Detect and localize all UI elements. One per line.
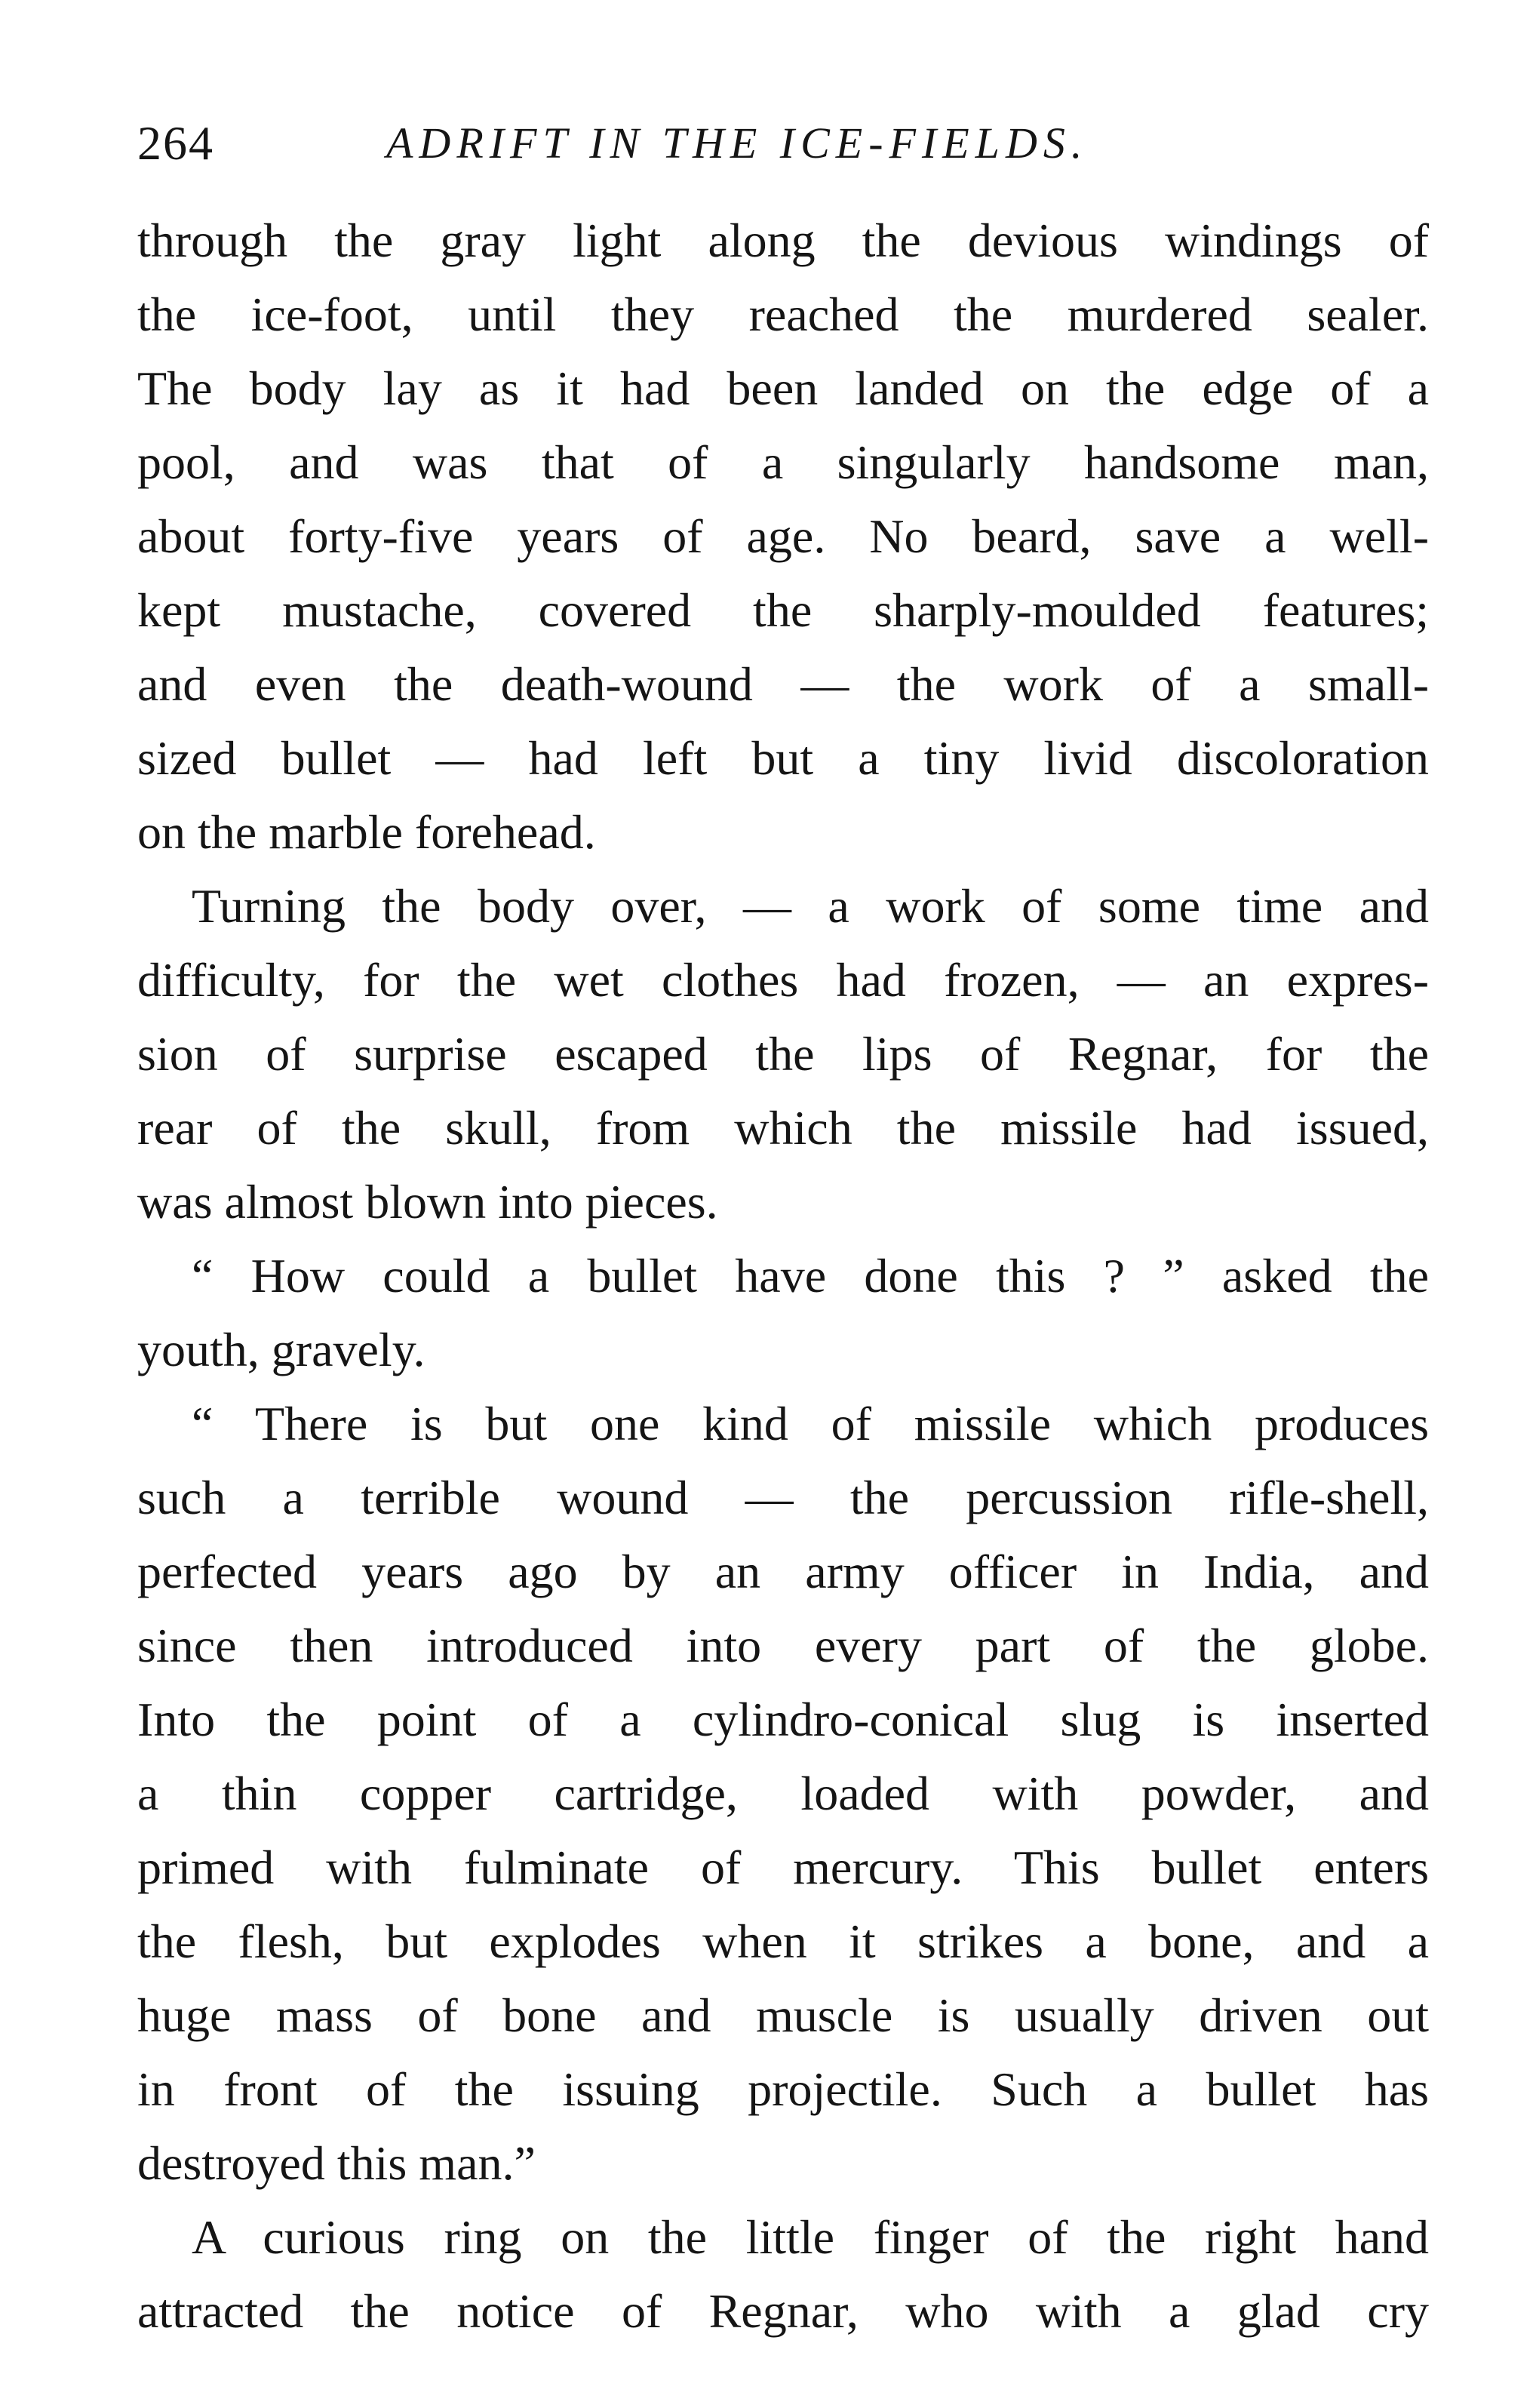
paragraph-start-line: “ There is but one kind of missile which produces <box>192 1397 1429 1450</box>
text-line: youth, gravely. <box>137 1323 425 1376</box>
text-line: through the gray light along the devious windings of <box>137 214 1429 267</box>
text-line: since then introduced into every part of the globe. <box>137 1619 1429 1672</box>
text-line: perfected years ago by an army officer in India, and <box>137 1545 1429 1598</box>
paragraph-start-line: Turning the body over, — a work of some time and <box>192 879 1429 933</box>
text-line: rear of the skull, from which the missile had issued, <box>137 1101 1429 1155</box>
text-line: attracted the notice of Regnar, who with a glad cry <box>137 2284 1429 2338</box>
text-line: in front of the issuing projectile. Such a bullet has <box>137 2062 1429 2116</box>
text-line: Into the point of a cylindro-conical slug is inserted <box>137 1693 1429 1746</box>
page-header <box>137 106 1420 181</box>
text-line: huge mass of bone and muscle is usually driven out <box>137 1988 1429 2042</box>
body-text <box>137 204 1429 2348</box>
text-line: difficulty, for the wet clothes had frozen, — an expres- <box>137 953 1429 1007</box>
text-line: about forty-five years of age. No beard, save a well- <box>137 509 1429 563</box>
text-line: was almost blown into pieces. <box>137 1175 718 1229</box>
text-line: destroyed this man.” <box>137 2136 536 2190</box>
text-line: a thin copper cartridge, loaded with powder, and <box>137 1767 1429 1820</box>
text-line: the ice-foot, until they reached the murdered sealer. <box>137 288 1429 341</box>
text-line: pool, and was that of a singularly handsome man, <box>137 435 1429 489</box>
text-line: and even the death-wound — the work of a small- <box>137 657 1429 711</box>
text-line: sion of surprise escaped the lips of Regnar, for the <box>137 1027 1429 1081</box>
text-line: the flesh, but explodes when it strikes a bone, and a <box>137 1914 1429 1968</box>
text-line: The body lay as it had been landed on the edge of a <box>137 361 1429 415</box>
text-line: sized bullet — had left but a tiny livid discoloration <box>137 731 1429 785</box>
paragraph-start-line: “ How could a bullet have done this ? ” asked the <box>192 1249 1429 1302</box>
text-line: on the marble forehead. <box>137 805 596 859</box>
paragraph-start-line: A curious ring on the little finger of the right hand <box>192 2210 1429 2264</box>
text-line: such a terrible wound — the percussion rifle-shell, <box>137 1471 1429 1524</box>
text-line: kept mustache, covered the sharply-moulded features; <box>137 583 1429 637</box>
text-line: primed with fulminate of mercury. This bullet enters <box>137 1841 1429 1894</box>
page-number: 264 <box>137 116 214 170</box>
running-head: ADRIFT IN THE ICE-FIELDS. <box>386 118 1089 168</box>
